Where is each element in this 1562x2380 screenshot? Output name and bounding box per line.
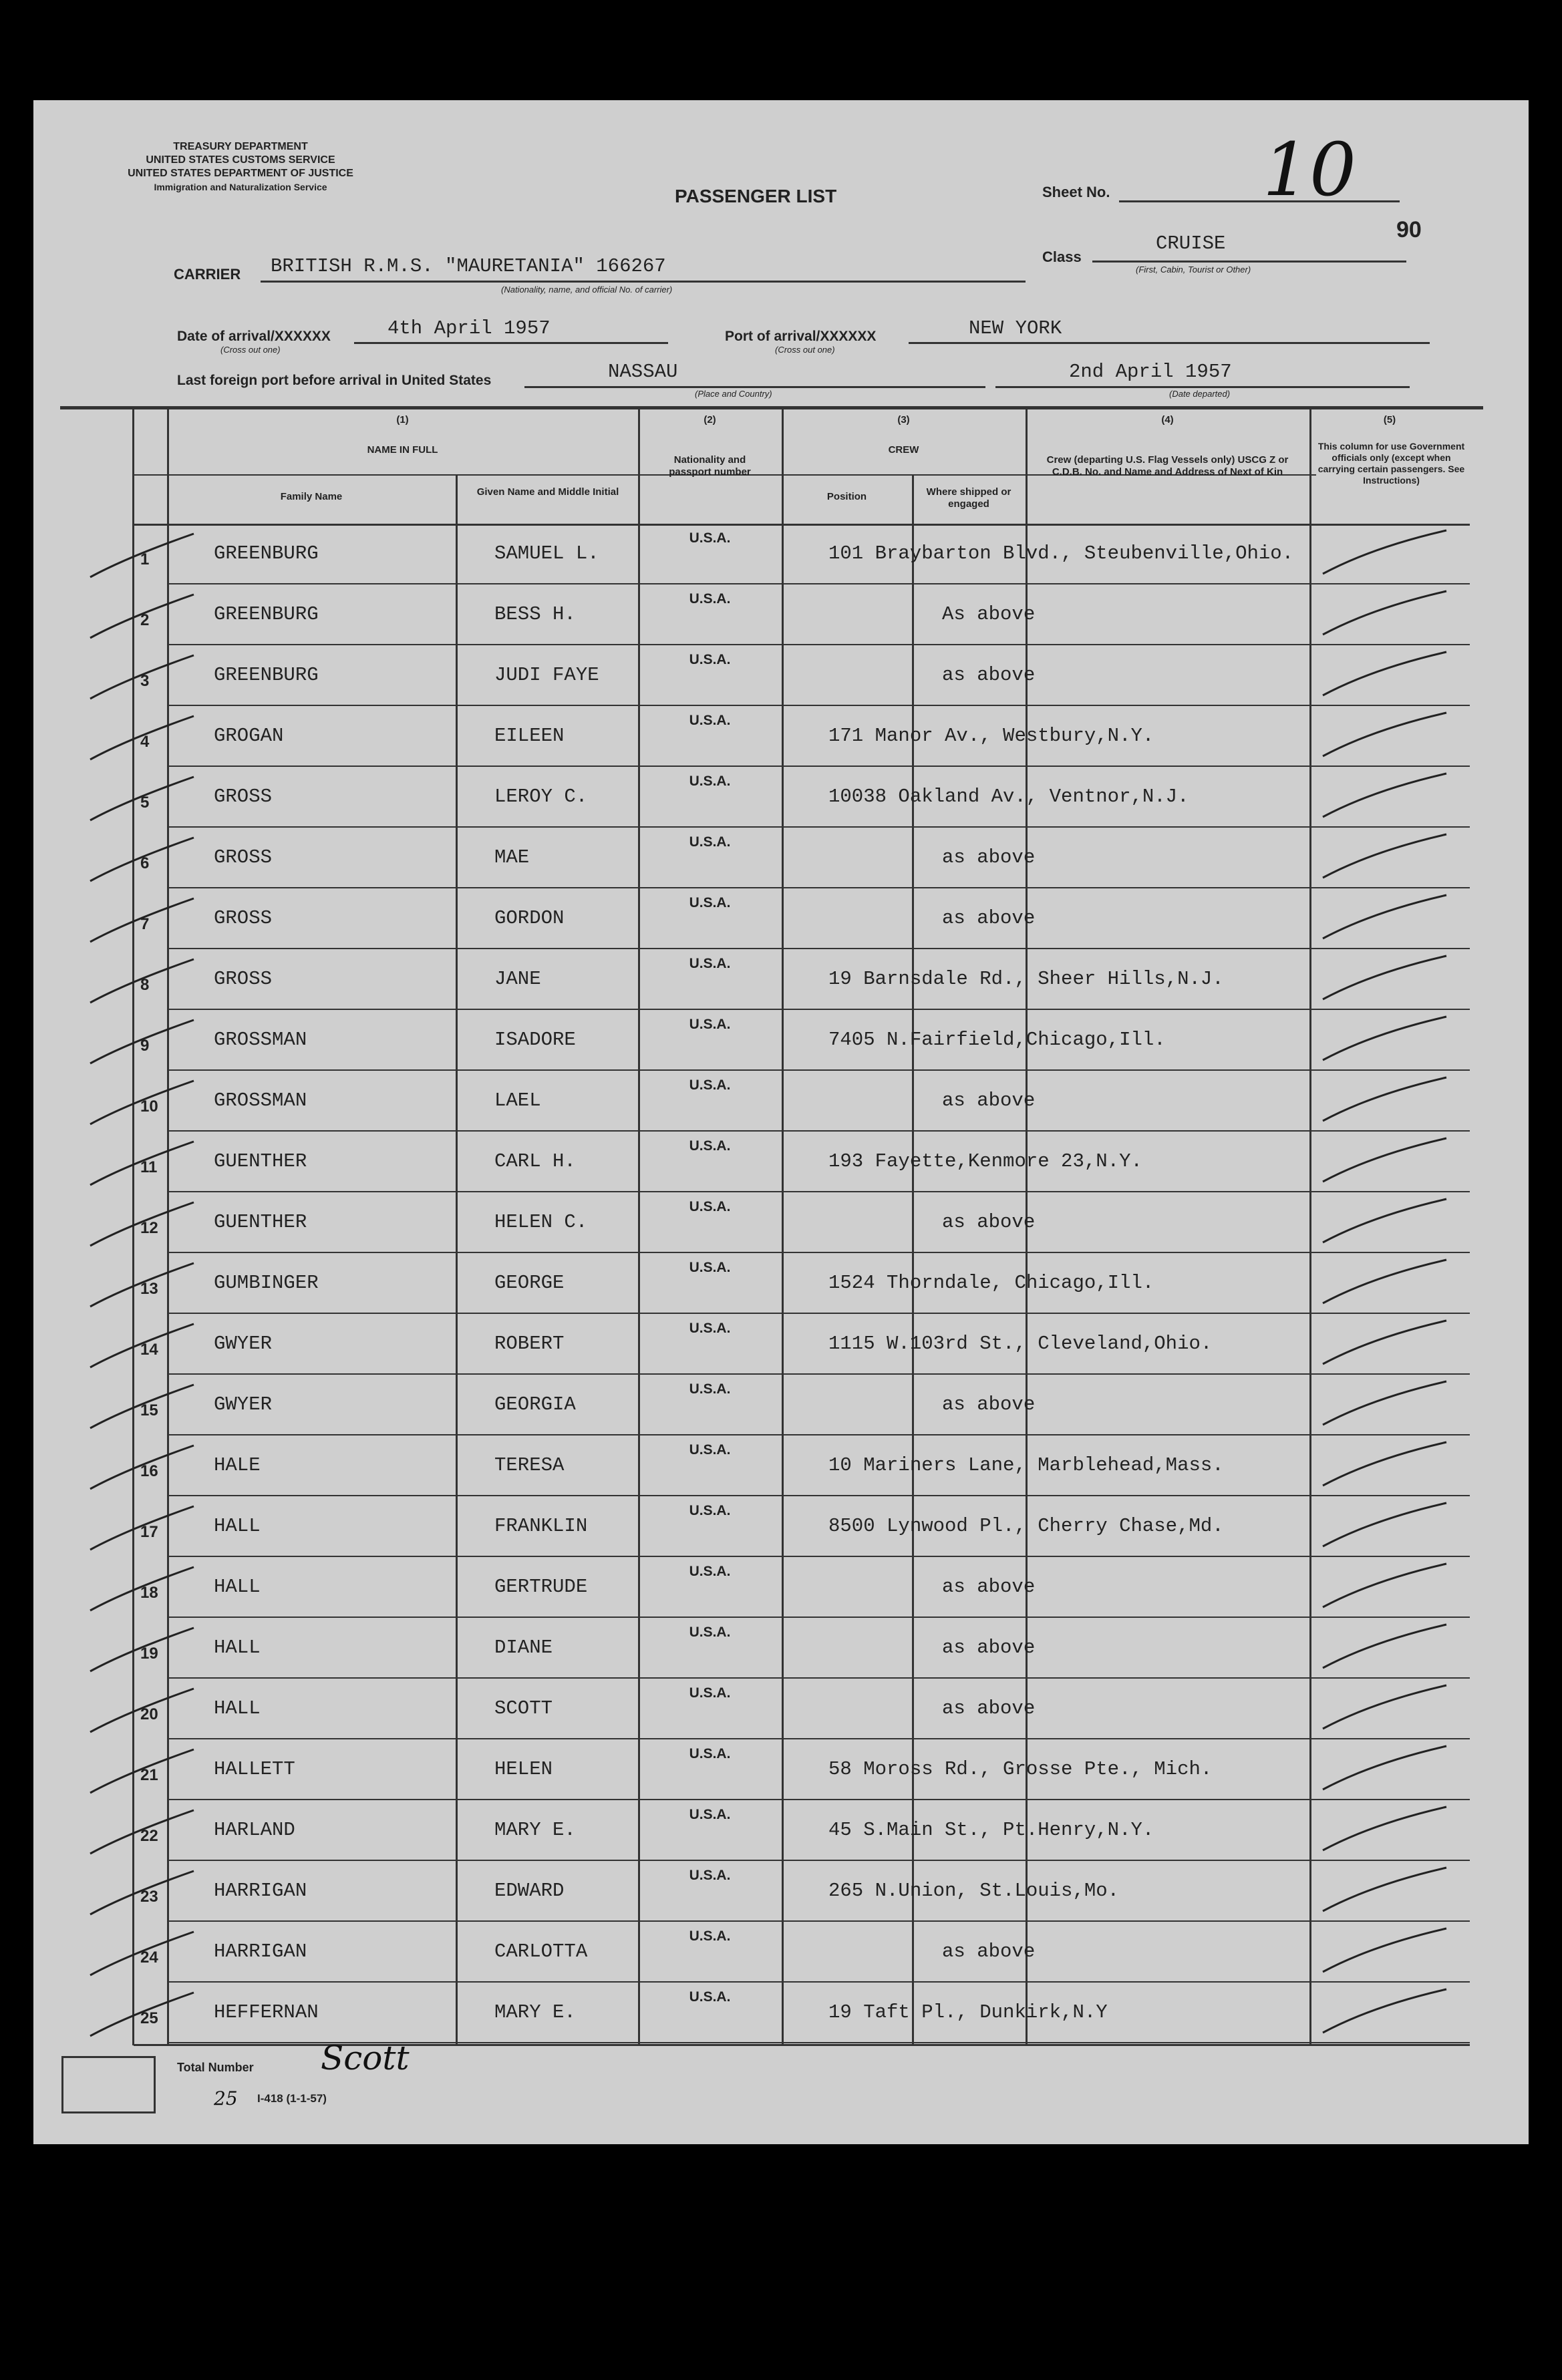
official-check-icon bbox=[1319, 1317, 1453, 1371]
given-name: ROBERT bbox=[494, 1333, 565, 1355]
footer-box bbox=[61, 2056, 156, 2113]
check-tick-icon bbox=[87, 834, 200, 888]
check-tick-icon bbox=[87, 1685, 200, 1739]
nationality: U.S.A. bbox=[689, 1928, 731, 1944]
address: as above bbox=[942, 664, 1036, 686]
address: 19 Barnsdale Rd., Sheer Hills,N.J. bbox=[828, 968, 1224, 990]
date-hint: (Cross out one) bbox=[220, 345, 281, 355]
signature: Scott bbox=[321, 2039, 410, 2077]
table-row bbox=[33, 1132, 1529, 1192]
given-name: MAE bbox=[494, 846, 530, 868]
col1-title: NAME IN FULL bbox=[367, 444, 438, 456]
official-check-icon bbox=[1319, 527, 1453, 580]
address: as above bbox=[942, 1576, 1036, 1598]
row-number: 22 bbox=[140, 1827, 158, 1845]
family-name: HALL bbox=[214, 1515, 261, 1537]
official-check-icon bbox=[1319, 1682, 1453, 1735]
family-name: HARRIGAN bbox=[214, 1880, 307, 1902]
port-label: Port of arrival/XXXXXX bbox=[725, 329, 877, 344]
family-name: HARLAND bbox=[214, 1819, 295, 1841]
col1-num: (1) bbox=[396, 414, 409, 426]
official-check-icon bbox=[1319, 1864, 1453, 1918]
col4-num: (4) bbox=[1161, 414, 1174, 426]
nationality: U.S.A. bbox=[689, 591, 731, 607]
col3-shipped-header: Where shipped or engaged bbox=[926, 486, 1011, 510]
given-name: EILEEN bbox=[494, 725, 565, 747]
class-hint: (First, Cabin, Tourist or Other) bbox=[1136, 265, 1251, 275]
given-name: GORDON bbox=[494, 907, 565, 929]
row-number: 1 bbox=[140, 550, 150, 568]
last-port-hint: (Place and Country) bbox=[695, 389, 772, 399]
row-number: 5 bbox=[140, 794, 150, 812]
nationality: U.S.A. bbox=[689, 774, 731, 789]
address: 10038 Oakland Av., Ventnor,N.J. bbox=[828, 786, 1189, 808]
given-name: DIANE bbox=[494, 1637, 553, 1659]
family-name: GROSSMAN bbox=[214, 1029, 307, 1051]
nationality: U.S.A. bbox=[689, 652, 731, 667]
table-row bbox=[33, 1253, 1529, 1314]
official-check-icon bbox=[1319, 1804, 1453, 1857]
address: 8500 Lynwood Pl., Cherry Chase,Md. bbox=[828, 1515, 1224, 1537]
given-name: SAMUEL L. bbox=[494, 542, 599, 564]
col1-given-header: Given Name and Middle Initial bbox=[476, 486, 619, 498]
nationality: U.S.A. bbox=[689, 1503, 731, 1518]
dept-line-3: UNITED STATES DEPARTMENT OF JUSTICE bbox=[128, 168, 353, 179]
check-tick-icon bbox=[87, 1625, 200, 1678]
col3-position-header: Position bbox=[826, 491, 867, 502]
row-number: 13 bbox=[140, 1280, 158, 1298]
table-row bbox=[33, 645, 1529, 706]
address: as above bbox=[942, 1940, 1036, 1963]
table-row bbox=[33, 1192, 1529, 1253]
official-check-icon bbox=[1319, 1560, 1453, 1614]
check-tick-icon bbox=[87, 1260, 200, 1313]
address: 265 N.Union, St.Louis,Mo. bbox=[828, 1880, 1120, 1902]
nationality: U.S.A. bbox=[689, 1564, 731, 1579]
check-tick-icon bbox=[87, 1199, 200, 1252]
dept-line-1: TREASURY DEPARTMENT bbox=[173, 141, 308, 152]
family-name: GROSS bbox=[214, 846, 273, 868]
table-row bbox=[33, 584, 1529, 645]
nationality: U.S.A. bbox=[689, 834, 731, 850]
table-row bbox=[33, 949, 1529, 1010]
official-check-icon bbox=[1319, 831, 1453, 884]
carrier-label: CARRIER bbox=[174, 266, 241, 283]
table-row bbox=[33, 1618, 1529, 1679]
dept-line-2: UNITED STATES CUSTOMS SERVICE bbox=[146, 154, 335, 166]
given-name: GEORGE bbox=[494, 1272, 565, 1294]
row-number: 4 bbox=[140, 733, 150, 751]
official-check-icon bbox=[1319, 588, 1453, 641]
address: as above bbox=[942, 1393, 1036, 1415]
row-number: 10 bbox=[140, 1097, 158, 1116]
check-tick-icon bbox=[87, 713, 200, 766]
nationality: U.S.A. bbox=[689, 1321, 731, 1336]
family-name: GREENBURG bbox=[214, 603, 319, 625]
address: 1115 W.103rd St., Cleveland,Ohio. bbox=[828, 1333, 1213, 1355]
table-row bbox=[33, 1010, 1529, 1071]
official-check-icon bbox=[1319, 649, 1453, 702]
table-row bbox=[33, 828, 1529, 888]
dept-line-4: Immigration and Naturalization Service bbox=[154, 182, 327, 192]
date-label: Date of arrival/XXXXXX bbox=[177, 329, 331, 344]
check-tick-icon bbox=[87, 1017, 200, 1070]
address: as above bbox=[942, 1211, 1036, 1233]
table-row bbox=[33, 1071, 1529, 1132]
class-label: Class bbox=[1042, 248, 1082, 265]
carrier-value: BRITISH R.M.S. "MAURETANIA" 166267 bbox=[271, 255, 666, 277]
given-name: HELEN bbox=[494, 1758, 553, 1780]
family-name: GUENTHER bbox=[214, 1150, 307, 1172]
address: 19 Taft Pl., Dunkirk,N.Y bbox=[828, 2001, 1108, 2023]
family-name: HALL bbox=[214, 1637, 261, 1659]
check-tick-icon bbox=[87, 1807, 200, 1860]
table-row bbox=[33, 1435, 1529, 1496]
check-tick-icon bbox=[87, 1868, 200, 1921]
carrier-hint: (Nationality, name, and official No. of carrier) bbox=[501, 285, 673, 295]
family-name: GROSS bbox=[214, 907, 273, 929]
official-check-icon bbox=[1319, 1500, 1453, 1553]
row-number: 8 bbox=[140, 976, 150, 994]
table-row bbox=[33, 1983, 1529, 2043]
row-number: 11 bbox=[140, 1158, 158, 1176]
last-port-label: Last foreign port before arrival in United States bbox=[177, 373, 492, 388]
check-tick-icon bbox=[87, 774, 200, 827]
official-check-icon bbox=[1319, 1378, 1453, 1431]
given-name: GEORGIA bbox=[494, 1393, 576, 1415]
family-name: GREENBURG bbox=[214, 664, 319, 686]
table-row bbox=[33, 1314, 1529, 1375]
page-number: 90 bbox=[1396, 217, 1422, 242]
nationality: U.S.A. bbox=[689, 1685, 731, 1701]
nationality: U.S.A. bbox=[689, 1077, 731, 1093]
col3-num: (3) bbox=[897, 414, 910, 426]
official-check-icon bbox=[1319, 1074, 1453, 1128]
check-tick-icon bbox=[87, 1503, 200, 1556]
given-name: TERESA bbox=[494, 1454, 565, 1476]
table-row bbox=[33, 1861, 1529, 1922]
family-name: HALL bbox=[214, 1697, 261, 1719]
nationality: U.S.A. bbox=[689, 1868, 731, 1883]
family-name: GROSS bbox=[214, 786, 273, 808]
col5-num: (5) bbox=[1383, 414, 1396, 426]
nationality: U.S.A. bbox=[689, 1260, 731, 1275]
row-number: 15 bbox=[140, 1401, 158, 1419]
family-name: HARRIGAN bbox=[214, 1940, 307, 1963]
date-value: 4th April 1957 bbox=[387, 317, 551, 339]
given-name: SCOTT bbox=[494, 1697, 553, 1719]
nationality: U.S.A. bbox=[689, 713, 731, 728]
row-number: 17 bbox=[140, 1523, 158, 1541]
family-name: GROSSMAN bbox=[214, 1089, 307, 1112]
nationality: U.S.A. bbox=[689, 1625, 731, 1640]
check-tick-icon bbox=[87, 1928, 200, 1982]
nationality: U.S.A. bbox=[689, 1381, 731, 1397]
given-name: CARLOTTA bbox=[494, 1940, 588, 1963]
table-row bbox=[33, 706, 1529, 767]
row-number: 18 bbox=[140, 1584, 158, 1602]
check-tick-icon bbox=[87, 530, 200, 584]
given-name: ISADORE bbox=[494, 1029, 576, 1051]
row-number: 3 bbox=[140, 672, 150, 690]
official-check-icon bbox=[1319, 709, 1453, 763]
given-name: JUDI FAYE bbox=[494, 664, 599, 686]
table-row bbox=[33, 1800, 1529, 1861]
family-name: GWYER bbox=[214, 1333, 273, 1355]
official-check-icon bbox=[1319, 1196, 1453, 1249]
table-row bbox=[33, 524, 1529, 584]
given-name: CARL H. bbox=[494, 1150, 576, 1172]
row-number: 23 bbox=[140, 1888, 158, 1906]
official-check-icon bbox=[1319, 1925, 1453, 1979]
form-number: I-418 (1-1-57) bbox=[257, 2092, 327, 2105]
official-check-icon bbox=[1319, 953, 1453, 1006]
row-number: 24 bbox=[140, 1948, 158, 1967]
page-title: PASSENGER LIST bbox=[675, 186, 837, 206]
col5-title: This column for use Government officials only (except when carrying certain passengers. See Instructions) bbox=[1317, 441, 1465, 486]
official-check-icon bbox=[1319, 1013, 1453, 1067]
nationality: U.S.A. bbox=[689, 1199, 731, 1214]
address: As above bbox=[942, 603, 1036, 625]
given-name: MARY E. bbox=[494, 1819, 576, 1841]
check-tick-icon bbox=[87, 1381, 200, 1435]
given-name: LEROY C. bbox=[494, 786, 588, 808]
given-name: GERTRUDE bbox=[494, 1576, 588, 1598]
col3-title: CREW bbox=[888, 444, 919, 456]
check-tick-icon bbox=[87, 895, 200, 949]
official-check-icon bbox=[1319, 1256, 1453, 1310]
official-check-icon bbox=[1319, 1439, 1453, 1492]
departed-hint: (Date departed) bbox=[1169, 389, 1231, 399]
handwritten-count: 25 bbox=[214, 2087, 238, 2109]
passenger-rows bbox=[33, 100, 1529, 2144]
address: as above bbox=[942, 846, 1036, 868]
check-tick-icon bbox=[87, 652, 200, 705]
official-check-icon bbox=[1319, 1621, 1453, 1675]
address: 1524 Thorndale, Chicago,Ill. bbox=[828, 1272, 1154, 1294]
family-name: HALL bbox=[214, 1576, 261, 1598]
passenger-list-sheet bbox=[33, 100, 1529, 2144]
last-port-value: NASSAU bbox=[608, 361, 678, 383]
nationality: U.S.A. bbox=[689, 1807, 731, 1822]
official-check-icon bbox=[1319, 1743, 1453, 1796]
given-name: EDWARD bbox=[494, 1880, 565, 1902]
address: 10 Mariners Lane, Marblehead,Mass. bbox=[828, 1454, 1224, 1476]
nationality: U.S.A. bbox=[689, 1017, 731, 1032]
official-check-icon bbox=[1319, 1135, 1453, 1188]
official-check-icon bbox=[1319, 770, 1453, 824]
row-number: 6 bbox=[140, 854, 150, 872]
address: as above bbox=[942, 1089, 1036, 1112]
check-tick-icon bbox=[87, 1321, 200, 1374]
check-tick-icon bbox=[87, 1746, 200, 1800]
row-number: 20 bbox=[140, 1705, 158, 1723]
address: as above bbox=[942, 907, 1036, 929]
check-tick-icon bbox=[87, 1564, 200, 1617]
row-number: 14 bbox=[140, 1341, 158, 1359]
address: as above bbox=[942, 1637, 1036, 1659]
address: 7405 N.Fairfield,Chicago,Ill. bbox=[828, 1029, 1166, 1051]
nationality: U.S.A. bbox=[689, 530, 731, 546]
check-tick-icon bbox=[87, 591, 200, 645]
class-value: CRUISE bbox=[1156, 232, 1226, 254]
nationality: U.S.A. bbox=[689, 1989, 731, 2005]
table-row bbox=[33, 1375, 1529, 1435]
row-number: 2 bbox=[140, 611, 150, 629]
sheet-label: Sheet No. bbox=[1042, 184, 1110, 200]
family-name: GROGAN bbox=[214, 725, 284, 747]
family-name: HEFFERNAN bbox=[214, 2001, 319, 2023]
address: 193 Fayette,Kenmore 23,N.Y. bbox=[828, 1150, 1142, 1172]
given-name: HELEN C. bbox=[494, 1211, 588, 1233]
col4-title: Crew (departing U.S. Flag Vessels only) USCG Z or C.D.B. No. and Name and Address of Next of Kin bbox=[1046, 454, 1289, 478]
table-row bbox=[33, 1557, 1529, 1618]
family-name: GUENTHER bbox=[214, 1211, 307, 1233]
official-check-icon bbox=[1319, 1986, 1453, 2039]
col1-family-header: Family Name bbox=[280, 491, 343, 502]
given-name: MARY E. bbox=[494, 2001, 576, 2023]
given-name: LAEL bbox=[494, 1089, 541, 1112]
row-number: 25 bbox=[140, 2009, 158, 2027]
sheet-number: 10 bbox=[1263, 127, 1356, 212]
nationality: U.S.A. bbox=[689, 1138, 731, 1154]
table-row bbox=[33, 1679, 1529, 1739]
row-number: 12 bbox=[140, 1219, 158, 1237]
given-name: FRANKLIN bbox=[494, 1515, 588, 1537]
table-row bbox=[33, 1496, 1529, 1557]
row-number: 7 bbox=[140, 915, 150, 933]
address: 171 Manor Av., Westbury,N.Y. bbox=[828, 725, 1154, 747]
check-tick-icon bbox=[87, 1077, 200, 1131]
nationality: U.S.A. bbox=[689, 956, 731, 971]
family-name: HALLETT bbox=[214, 1758, 295, 1780]
col2-num: (2) bbox=[704, 414, 716, 426]
family-name: GWYER bbox=[214, 1393, 273, 1415]
check-tick-icon bbox=[87, 1989, 200, 2043]
row-number: 19 bbox=[140, 1645, 158, 1663]
col2-title: Nationality and passport number bbox=[669, 454, 751, 478]
address: 58 Moross Rd., Grosse Pte., Mich. bbox=[828, 1758, 1213, 1780]
row-number: 21 bbox=[140, 1766, 158, 1784]
check-tick-icon bbox=[87, 1442, 200, 1496]
table-row bbox=[33, 1922, 1529, 1983]
address: as above bbox=[942, 1697, 1036, 1719]
family-name: GREENBURG bbox=[214, 542, 319, 564]
family-name: HALE bbox=[214, 1454, 261, 1476]
row-number: 16 bbox=[140, 1462, 158, 1480]
check-tick-icon bbox=[87, 1138, 200, 1192]
row-number: 9 bbox=[140, 1037, 150, 1055]
check-tick-icon bbox=[87, 956, 200, 1009]
departed-value: 2nd April 1957 bbox=[1069, 361, 1232, 383]
table-row bbox=[33, 767, 1529, 828]
nationality: U.S.A. bbox=[689, 1442, 731, 1458]
given-name: BESS H. bbox=[494, 603, 576, 625]
address: 45 S.Main St., Pt.Henry,N.Y. bbox=[828, 1819, 1154, 1841]
port-value: NEW YORK bbox=[969, 317, 1062, 339]
official-check-icon bbox=[1319, 892, 1453, 945]
table-row bbox=[33, 888, 1529, 949]
table-row bbox=[33, 1739, 1529, 1800]
given-name: JANE bbox=[494, 968, 541, 990]
total-label: Total Number bbox=[177, 2061, 254, 2074]
family-name: GROSS bbox=[214, 968, 273, 990]
nationality: U.S.A. bbox=[689, 895, 731, 910]
address: 101 Braybarton Blvd., Steubenville,Ohio. bbox=[828, 542, 1294, 564]
port-hint: (Cross out one) bbox=[775, 345, 835, 355]
family-name: GUMBINGER bbox=[214, 1272, 319, 1294]
nationality: U.S.A. bbox=[689, 1746, 731, 1761]
